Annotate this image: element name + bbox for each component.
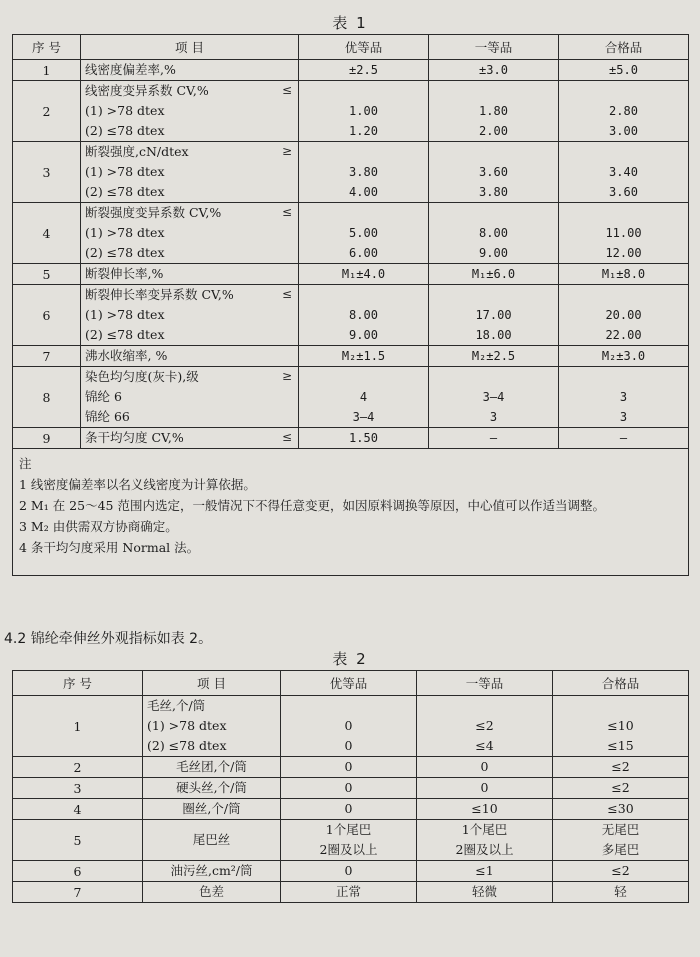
value-text: M₁±4.0 — [341, 267, 386, 281]
header-no: 序 号 — [13, 671, 143, 696]
item-text: 断裂伸长率变异系数 CV,% — [85, 287, 234, 302]
value-text: ≤10 — [471, 801, 498, 816]
item-text: 条干均匀度 CV,% — [85, 430, 184, 445]
item-text: 色差 — [198, 884, 224, 899]
value-text: 3 — [619, 410, 628, 424]
value-cell — [299, 203, 429, 264]
value-text: 轻 — [614, 884, 627, 899]
value-text — [303, 367, 424, 387]
item-text: (1) >78 dtex — [85, 164, 165, 179]
item-cell — [81, 367, 299, 428]
value-cell — [417, 778, 553, 799]
value-text: 17.00 — [475, 308, 512, 322]
value-text: 0 — [344, 780, 353, 795]
row-number: 4 — [13, 799, 143, 820]
value-cell — [429, 285, 559, 346]
value-cell — [553, 882, 689, 903]
item-text: (2) ≤78 dtex — [85, 245, 165, 260]
header-first: 一等品 — [417, 671, 553, 696]
table1-notes — [13, 449, 689, 576]
item-cell — [81, 60, 299, 81]
value-cell — [553, 696, 689, 757]
value-text: 2圈及以上 — [319, 842, 378, 857]
value-text: 正常 — [335, 884, 361, 899]
value-text: M₂±3.0 — [601, 349, 646, 363]
value-text — [433, 285, 554, 305]
item-cell — [143, 820, 281, 861]
value-text — [303, 203, 424, 223]
item-cell — [143, 799, 281, 820]
value-cell — [553, 861, 689, 882]
value-text: 无尾巴 — [601, 822, 640, 837]
table-row — [13, 346, 689, 367]
item-cell — [143, 778, 281, 799]
value-text: — — [619, 431, 628, 445]
value-text: 2.00 — [479, 124, 508, 138]
value-cell — [559, 264, 689, 285]
table-row — [13, 861, 689, 882]
row-number: 6 — [13, 861, 143, 882]
value-text: ≤2 — [611, 863, 630, 878]
value-cell — [417, 861, 553, 882]
value-text: 3.00 — [609, 124, 638, 138]
comparison-sign: ≤ — [281, 83, 292, 97]
header-first: 一等品 — [429, 35, 559, 60]
value-cell — [559, 60, 689, 81]
value-cell — [429, 60, 559, 81]
value-text — [563, 203, 684, 223]
note-line: 注 — [19, 456, 32, 471]
item-cell — [143, 757, 281, 778]
header-premium: 优等品 — [299, 35, 429, 60]
value-text: — — [489, 431, 498, 445]
header-qualified: 合格品 — [553, 671, 689, 696]
value-text — [563, 142, 684, 162]
item-text: 沸水收缩率, % — [85, 348, 168, 363]
value-text — [421, 696, 548, 716]
table-row — [13, 285, 689, 346]
comparison-sign: ≥ — [281, 369, 292, 383]
item-cell — [143, 861, 281, 882]
value-cell — [299, 60, 429, 81]
value-cell — [559, 367, 689, 428]
value-cell — [553, 757, 689, 778]
value-cell — [429, 367, 559, 428]
value-text: M₁±6.0 — [471, 267, 516, 281]
item-cell — [143, 882, 281, 903]
value-text: 8.00 — [349, 308, 378, 322]
table2-header-row — [13, 671, 689, 696]
value-cell — [553, 778, 689, 799]
value-cell — [559, 81, 689, 142]
item-text: 圈丝,个/筒 — [182, 801, 241, 816]
value-cell — [429, 346, 559, 367]
value-cell — [299, 81, 429, 142]
value-text: 3.80 — [349, 165, 378, 179]
value-text: 3—4 — [352, 410, 375, 424]
section-paragraph: 4.2 锦纶牵伸丝外观指标如表 2。 — [4, 631, 213, 647]
item-text: (2) ≤78 dtex — [85, 123, 165, 138]
value-cell — [281, 820, 417, 861]
value-cell — [429, 203, 559, 264]
value-text: 0 — [344, 718, 353, 733]
row-number: 7 — [13, 346, 81, 367]
value-text: ≤30 — [607, 801, 634, 816]
table-row — [13, 820, 689, 861]
value-cell — [417, 757, 553, 778]
value-text: 3.60 — [609, 185, 638, 199]
value-cell — [299, 264, 429, 285]
header-no: 序 号 — [13, 35, 81, 60]
row-number: 1 — [13, 696, 143, 757]
item-text: 断裂强度,cN/dtex — [85, 144, 189, 159]
value-cell — [299, 346, 429, 367]
value-cell — [417, 799, 553, 820]
value-cell — [299, 142, 429, 203]
value-text: 0 — [344, 863, 353, 878]
value-text: 9.00 — [479, 246, 508, 260]
value-text: 多尾巴 — [601, 842, 640, 857]
item-text: (1) >78 dtex — [85, 103, 165, 118]
comparison-sign: ≥ — [281, 144, 292, 158]
value-cell — [559, 346, 689, 367]
value-text — [433, 203, 554, 223]
value-text: 3.60 — [479, 165, 508, 179]
row-number: 7 — [13, 882, 143, 903]
item-text: 尾巴丝 — [192, 832, 231, 847]
row-number: 8 — [13, 367, 81, 428]
value-text: 0 — [344, 738, 353, 753]
table2-caption: 表 2 — [332, 650, 368, 668]
item-text: 线密度偏差率,% — [85, 62, 176, 77]
value-cell — [429, 428, 559, 449]
value-cell — [429, 81, 559, 142]
header-item: 项 目 — [81, 35, 299, 60]
value-cell — [559, 203, 689, 264]
table1-notes-row — [13, 449, 689, 576]
value-cell — [417, 820, 553, 861]
item-text: 油污丝,cm²/筒 — [170, 863, 253, 878]
value-text — [433, 367, 554, 387]
note-line: 1 线密度偏差率以名义线密度为计算依据。 — [19, 477, 256, 492]
value-text: 1.00 — [349, 104, 378, 118]
value-text: 18.00 — [475, 328, 512, 342]
value-text: 4.00 — [349, 185, 378, 199]
value-cell — [417, 696, 553, 757]
item-text: (1) >78 dtex — [85, 225, 165, 240]
value-text: ±3.0 — [479, 63, 508, 77]
table-row — [13, 60, 689, 81]
value-text: 0 — [480, 780, 489, 795]
table-row — [13, 367, 689, 428]
table1 — [12, 34, 689, 576]
comparison-sign: ≤ — [281, 287, 292, 301]
table-row — [13, 778, 689, 799]
header-item: 项 目 — [143, 671, 281, 696]
row-number: 3 — [13, 142, 81, 203]
value-cell — [281, 882, 417, 903]
value-text: 轻微 — [471, 884, 497, 899]
value-text: 3 — [489, 410, 498, 424]
value-text: ≤4 — [475, 738, 494, 753]
value-text: 1.50 — [349, 431, 378, 445]
value-text: 1.80 — [479, 104, 508, 118]
item-text: (2) ≤78 dtex — [85, 184, 165, 199]
value-text: ≤1 — [475, 863, 494, 878]
row-number: 4 — [13, 203, 81, 264]
table-row — [13, 799, 689, 820]
table1-caption: 表 1 — [332, 14, 368, 32]
table1-header-row — [13, 35, 689, 60]
row-number: 2 — [13, 757, 143, 778]
value-text — [285, 696, 412, 716]
row-number: 1 — [13, 60, 81, 81]
table-row — [13, 203, 689, 264]
value-cell — [299, 367, 429, 428]
row-number: 5 — [13, 820, 143, 861]
value-text: M₂±2.5 — [471, 349, 516, 363]
item-cell — [81, 285, 299, 346]
value-text: ≤2 — [611, 780, 630, 795]
value-text — [303, 142, 424, 162]
value-cell — [299, 285, 429, 346]
value-text: ≤10 — [607, 718, 634, 733]
value-cell — [281, 778, 417, 799]
value-text: 2圈及以上 — [455, 842, 514, 857]
value-cell — [559, 142, 689, 203]
value-text: 6.00 — [349, 246, 378, 260]
value-text: 1个尾巴 — [461, 822, 508, 837]
item-text: 锦纶 6 — [85, 389, 122, 404]
note-line: 4 条干均匀度采用 Normal 法。 — [19, 540, 200, 555]
value-text — [433, 142, 554, 162]
value-text: 1个尾巴 — [325, 822, 372, 837]
value-cell — [553, 820, 689, 861]
value-text: 0 — [344, 801, 353, 816]
header-premium: 优等品 — [281, 671, 417, 696]
value-text: M₁±8.0 — [601, 267, 646, 281]
value-text: 11.00 — [605, 226, 642, 240]
table-row — [13, 81, 689, 142]
table-row — [13, 428, 689, 449]
value-text: 4 — [359, 390, 368, 404]
note-line: 3 M₂ 由供需双方协商确定。 — [19, 519, 178, 534]
row-number: 6 — [13, 285, 81, 346]
table-row — [13, 696, 689, 757]
value-text: ≤2 — [611, 759, 630, 774]
item-cell — [81, 142, 299, 203]
table2 — [12, 670, 689, 903]
value-text: 20.00 — [605, 308, 642, 322]
value-text — [557, 696, 684, 716]
value-text: 5.00 — [349, 226, 378, 240]
value-cell — [429, 142, 559, 203]
item-text: 毛丝,个/筒 — [147, 698, 206, 713]
item-cell — [81, 428, 299, 449]
item-text: 染色均匀度(灰卡),级 — [85, 369, 199, 384]
value-cell — [281, 861, 417, 882]
item-cell — [81, 346, 299, 367]
item-text: (1) >78 dtex — [85, 307, 165, 322]
value-cell — [281, 757, 417, 778]
item-text: 毛丝团,个/筒 — [176, 759, 247, 774]
value-cell — [281, 696, 417, 757]
value-text: 9.00 — [349, 328, 378, 342]
value-text — [563, 285, 684, 305]
value-text: ≤2 — [475, 718, 494, 733]
value-text — [303, 285, 424, 305]
item-text: (2) ≤78 dtex — [85, 327, 165, 342]
value-text — [563, 81, 684, 101]
value-cell — [559, 428, 689, 449]
note-line: 2 M₁ 在 25～45 范围内选定，一般情况下不得任意变更，如因原料调换等原因，中心值可以作适当调整。 — [19, 498, 605, 513]
item-cell — [143, 696, 281, 757]
table1-body — [13, 60, 689, 449]
value-text: 3.80 — [479, 185, 508, 199]
value-text: 22.00 — [605, 328, 642, 342]
comparison-sign: ≤ — [281, 430, 292, 444]
item-text: 线密度变异系数 CV,% — [85, 83, 209, 98]
row-number: 5 — [13, 264, 81, 285]
item-text: 断裂伸长率,% — [85, 266, 164, 281]
item-text: 断裂强度变异系数 CV,% — [85, 205, 222, 220]
value-cell — [417, 882, 553, 903]
value-text: ±5.0 — [609, 63, 638, 77]
value-text: 0 — [480, 759, 489, 774]
table-row — [13, 264, 689, 285]
item-cell — [81, 203, 299, 264]
row-number: 3 — [13, 778, 143, 799]
value-cell — [299, 428, 429, 449]
value-text: ±2.5 — [349, 63, 378, 77]
value-text: M₂±1.5 — [341, 349, 386, 363]
item-text: 硬头丝,个/筒 — [176, 780, 247, 795]
value-text: 2.80 — [609, 104, 638, 118]
value-cell — [281, 799, 417, 820]
header-qualified: 合格品 — [559, 35, 689, 60]
value-text: 8.00 — [479, 226, 508, 240]
value-cell — [559, 285, 689, 346]
row-number: 2 — [13, 81, 81, 142]
value-text: 3 — [619, 390, 628, 404]
value-cell — [553, 799, 689, 820]
value-text: 0 — [344, 759, 353, 774]
item-cell — [81, 264, 299, 285]
value-text: ≤15 — [607, 738, 634, 753]
item-cell — [81, 81, 299, 142]
value-cell — [429, 264, 559, 285]
comparison-sign: ≤ — [281, 205, 292, 219]
value-text: 3.40 — [609, 165, 638, 179]
table-row — [13, 757, 689, 778]
table-row — [13, 882, 689, 903]
item-text: (1) >78 dtex — [147, 718, 227, 733]
value-text: 1.20 — [349, 124, 378, 138]
value-text: 12.00 — [605, 246, 642, 260]
row-number: 9 — [13, 428, 81, 449]
value-text — [303, 81, 424, 101]
value-text: 3—4 — [482, 390, 505, 404]
item-text: 锦纶 66 — [85, 409, 130, 424]
value-text — [563, 367, 684, 387]
table-row — [13, 142, 689, 203]
value-text — [433, 81, 554, 101]
item-text: (2) ≤78 dtex — [147, 738, 227, 753]
table2-body — [13, 696, 689, 903]
